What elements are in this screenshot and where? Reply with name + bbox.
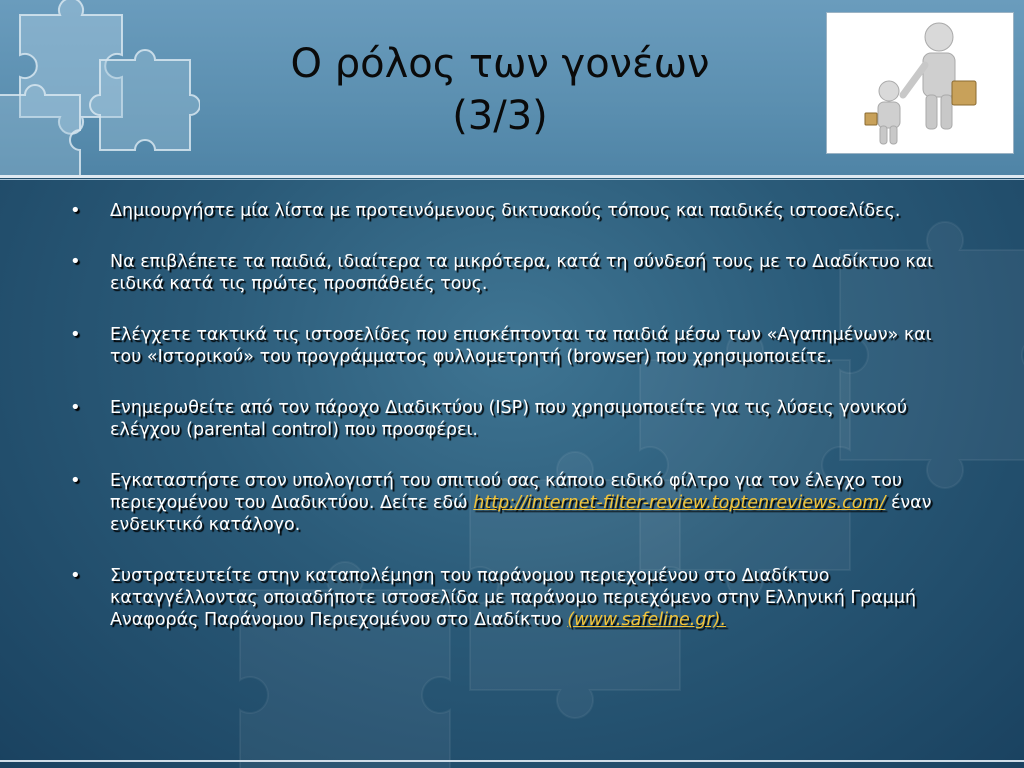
- bullet-text: Να επιβλέπετε τα παιδιά, ιδιαίτερα τα μικρότερα, κατά τη σύνδεσή τους με το Διαδίκτυο και ειδικά κατά τις πρώτες προσπάθειές τους.: [110, 252, 934, 294]
- bullet-item-6: [68, 565, 948, 631]
- safeline-link[interactable]: (www.safeline.gr).: [567, 610, 727, 630]
- header-divider-thin: [0, 179, 1024, 180]
- footer-divider: [0, 760, 1024, 762]
- title-line-1: Ο ρόλος των γονέων: [290, 41, 710, 87]
- slide-content: [68, 200, 948, 660]
- header-divider: [0, 175, 1024, 178]
- bullet-text: Ελέγχετε τακτικά τις ιστοσελίδες που επισκέπτονται τα παιδιά μέσω των «Αγαπημένων» και του «Ιστορικού» του προγράμματος φυλλομετρητή (browser) που χρησιμοποιείτε.: [110, 325, 932, 367]
- bullet-list: [68, 200, 948, 631]
- bullet-text-before: Εγκαταστήστε στον υπολογιστή του σπιτιού σας κάποιο ειδικό φίλτρο για τον έλεγχο του περιεχομένου του Διαδικτύου. Δείτε εδώ: [110, 471, 903, 513]
- bullet-dot: •: [70, 470, 81, 491]
- bullet-item-5: [68, 470, 948, 536]
- bullet-dot: •: [70, 565, 81, 586]
- title-header: [0, 0, 1024, 175]
- bullet-text: Δημιουργήστε μία λίστα με προτεινόμενους δικτυακούς τόπους και παιδικές ιστοσελίδες.: [110, 201, 901, 221]
- bullet-dot: •: [70, 397, 81, 418]
- bullet-item-1: [68, 200, 948, 222]
- bullet-item-3: [68, 324, 948, 368]
- bullet-text: Ενημερωθείτε από τον πάροχο Διαδικτύου (ISP) που χρησιμοποιείτε για τις λύσεις γονικού ελέγχου (parental control) που προσφέρει.: [110, 398, 908, 440]
- title-line-2: (3/3): [452, 93, 548, 139]
- bullet-text-after: έναν ενδεικτικό κατάλογο.: [110, 493, 932, 535]
- bullet-item-2: [68, 251, 948, 295]
- bullet-dot: •: [70, 324, 81, 345]
- bullet-text-before: Συστρατευτείτε στην καταπολέμηση του παράνομου περιεχομένου στο Διαδίκτυο καταγγέλλοντας οποιαδήποτε ιστοσελίδα με παράνομο περιεχόμενο στην Ελληνική Γραμμή Αναφοράς Παράνομου Περιεχομένου στο Διαδίκτυο: [110, 566, 917, 630]
- filter-review-link[interactable]: http://internet-filter-review.toptenreviews.com/: [473, 493, 886, 513]
- parent-child-figures-icon: [827, 13, 1013, 153]
- bullet-dot: •: [70, 200, 81, 221]
- page-title: [200, 38, 800, 142]
- bullet-dot: •: [70, 251, 81, 272]
- parent-child-image: [826, 12, 1014, 154]
- puzzle-icon: [0, 0, 200, 175]
- bullet-item-4: [68, 397, 948, 441]
